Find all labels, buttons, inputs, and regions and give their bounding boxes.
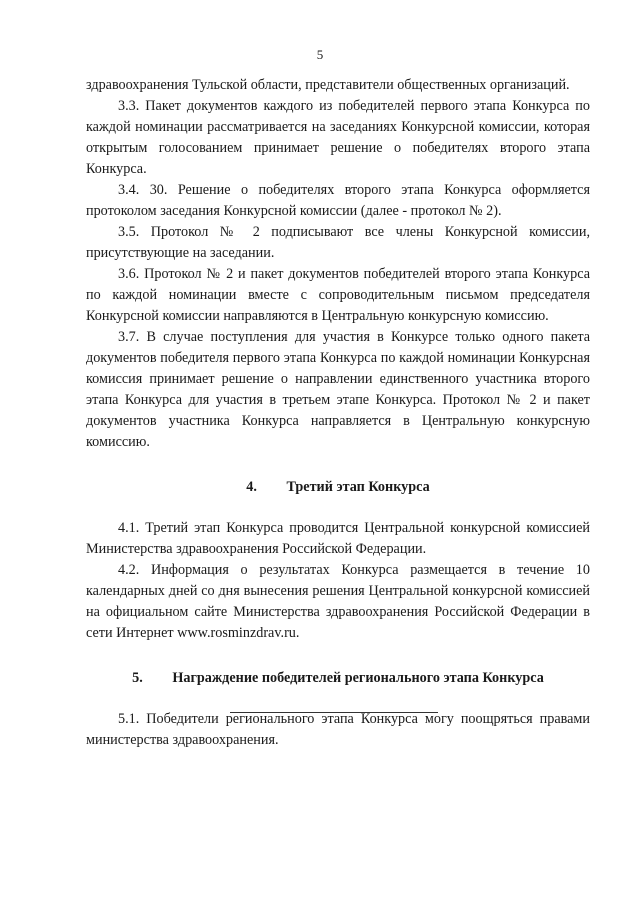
paragraph-3-7: 3.7. В случае поступления для участия в Конкурсе только одного пакета документов победителя первого этапа Конкурса по каждой номинации Конкурсная комиссия принимает решение о направлении единственного участника второго этапа Конкурса для участия в третьем этапе Конкурса. Протокол № 2 и пакет документов участника Конкурса направляется в Центральную конкурсную комиссию.: [86, 329, 590, 450]
paragraph-continuation: здравоохранения Тульской области, представители общественных организаций.: [86, 77, 570, 93]
paragraph-4-2: 4.2. Информация о результатах Конкурса размещается в течение 10 календарных дней со дня вынесения решения Центральной конкурсной комиссией на официальном сайте Министерства здравоохранения Российской Федерации в сети Интернет www.rosminzdrav.ru.: [86, 562, 590, 641]
section-4-number: 4.: [246, 479, 257, 495]
paragraph-5-1: 5.1. Победители регионального этапа Конкурса могу поощряться правами министерства здравоохранения.: [86, 711, 590, 748]
paragraph-3-4: 3.4. 30. Решение о победителях второго этапа Конкурса оформляется протоколом заседания Конкурсной комиссии (далее - протокол № 2).: [86, 182, 590, 219]
page-number: 5: [316, 47, 324, 62]
end-divider: [230, 712, 438, 713]
paragraph-3-5: 3.5. Протокол № 2 подписывают все члены Конкурсной комиссии, присутствующие на заседании.: [86, 224, 590, 261]
paragraph-3-3: 3.3. Пакет документов каждого из победителей первого этапа Конкурса по каждой номинации рассматривается на заседаниях Конкурсной комиссии, которая открытым голосованием принимает решение о победителях второго этапа Конкурса.: [86, 98, 590, 177]
section-5-heading: [86, 668, 590, 689]
section-4-title: Третий этап Конкурса: [286, 479, 430, 495]
section-4-heading: [86, 477, 590, 498]
paragraph-4-1: 4.1. Третий этап Конкурса проводится Центральной конкурсной комиссией Министерства здравоохранения Российской Федерации.: [86, 520, 590, 557]
paragraph-3-6: 3.6. Протокол № 2 и пакет документов победителей второго этапа Конкурса по каждой номинации вместе с сопроводительным письмом председателя Конкурсной комиссии направляются в Центральную конкурсную комиссию.: [86, 266, 590, 324]
document-body: [86, 75, 590, 751]
section-5-number: 5.: [132, 670, 143, 686]
section-5-title: Награждение победителей регионального этапа Конкурса: [172, 670, 544, 686]
